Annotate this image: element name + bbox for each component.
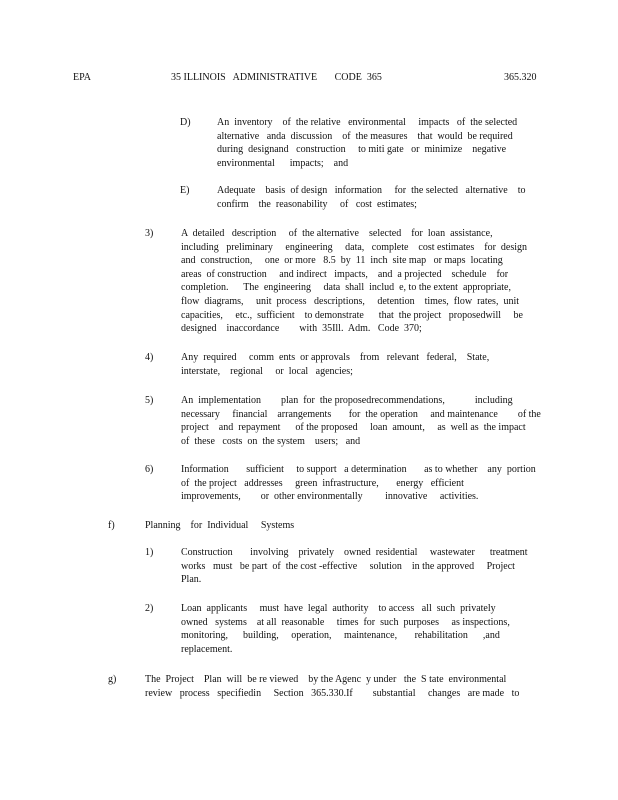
- text-line: alternative anda discussion of the measures that would be required: [217, 130, 513, 142]
- text-line: of the project addresses green infrastructure, energy efficient: [181, 477, 464, 489]
- item-text-E: [217, 184, 526, 211]
- item-label-D: D): [180, 117, 191, 128]
- item-label-2: 2): [145, 603, 154, 614]
- item-label-f: f): [108, 520, 115, 531]
- text-line: confirm the reasonability of cost estimates;: [217, 198, 417, 210]
- text-line: environmental impacts; and: [217, 157, 349, 169]
- item-text-D: [217, 116, 517, 170]
- text-line: during designand construction to miti gate or minimize negative: [217, 144, 507, 156]
- text-line: A detailed description of the alternative selected for loan assistance,: [181, 228, 493, 239]
- text-line: An inventory of the relative environmental impacts of the selected: [217, 117, 518, 128]
- text-line: areas of construction and indirect impacts, and a projected schedule for: [181, 268, 509, 280]
- item-label-g: g): [108, 674, 117, 685]
- text-line: necessary financial arrangements for the operation and maintenance of the: [181, 408, 541, 420]
- item-text-5: [181, 394, 541, 448]
- item-text-4: [181, 351, 489, 378]
- text-line: works must be part of the cost -effective solution in the approved Project: [181, 560, 515, 572]
- text-line: owned systems at all reasonable times for such purposes as inspections,: [181, 616, 510, 628]
- text-line: monitoring, building, operation, maintenance, rehabilitation ,and: [181, 630, 500, 642]
- text-line: designed inaccordance with 35Ill. Adm. Code 370;: [181, 323, 422, 335]
- header-title: 35 ILLINOIS ADMINISTRATIVE CODE 365: [171, 72, 382, 83]
- text-line: interstate, regional or local agencies;: [181, 365, 353, 377]
- text-line: and construction, one or more 8.5 by 11 inch site map or maps locating: [181, 255, 503, 267]
- text-line: Any required comm ents or approvals from relevant federal, State,: [181, 352, 490, 363]
- item-text-g: [145, 673, 519, 700]
- text-line: project and repayment of the proposed loan amount, as well as the impact: [181, 422, 526, 434]
- item-label-4: 4): [145, 352, 154, 363]
- text-line: improvements, or other environmentally innovative activities.: [181, 491, 479, 503]
- text-line: Loan applicants must have legal authority to access all such privately: [181, 603, 496, 614]
- text-line: flow diagrams, unit process descriptions, detention times, flow rates, unit: [181, 295, 519, 307]
- text-line: Planning for Individual Systems: [145, 520, 295, 531]
- text-line: including preliminary engineering data, complete cost estimates for design: [181, 241, 528, 253]
- text-line: The Project Plan will be re viewed by the Agenc y under the S tate environmental: [145, 674, 507, 685]
- text-line: completion. The engineering data shall includ e, to the extent appropriate,: [181, 282, 511, 294]
- header-section: 365.320: [504, 72, 537, 83]
- text-line: An implementation plan for the proposedrecommendations, including: [181, 395, 513, 406]
- item-label-6: 6): [145, 464, 154, 475]
- item-label-3: 3): [145, 228, 154, 239]
- item-text-3: [181, 227, 527, 336]
- text-line: Adequate basis of design information for the selected alternative to: [217, 185, 526, 196]
- text-line: of these costs on the system users; and: [181, 435, 361, 447]
- text-line: Information sufficient to support a determination as to whether any portion: [181, 464, 536, 475]
- text-line: replacement.: [181, 643, 233, 655]
- text-line: Plan.: [181, 574, 202, 586]
- item-label-E: E): [180, 185, 190, 196]
- item-text-f: [145, 519, 294, 533]
- item-text-1: [181, 546, 528, 587]
- item-label-1: 1): [145, 547, 154, 558]
- text-line: review process specifiedin Section 365.330.If substantial changes are made to: [145, 687, 520, 699]
- header-agency: EPA: [73, 72, 91, 83]
- text-line: Construction involving privately owned residential wastewater treatment: [181, 547, 528, 558]
- item-text-6: [181, 463, 536, 504]
- item-label-5: 5): [145, 395, 154, 406]
- text-line: capacities, etc., sufficient to demonstrate that the project proposedwill be: [181, 309, 523, 321]
- item-text-2: [181, 602, 510, 656]
